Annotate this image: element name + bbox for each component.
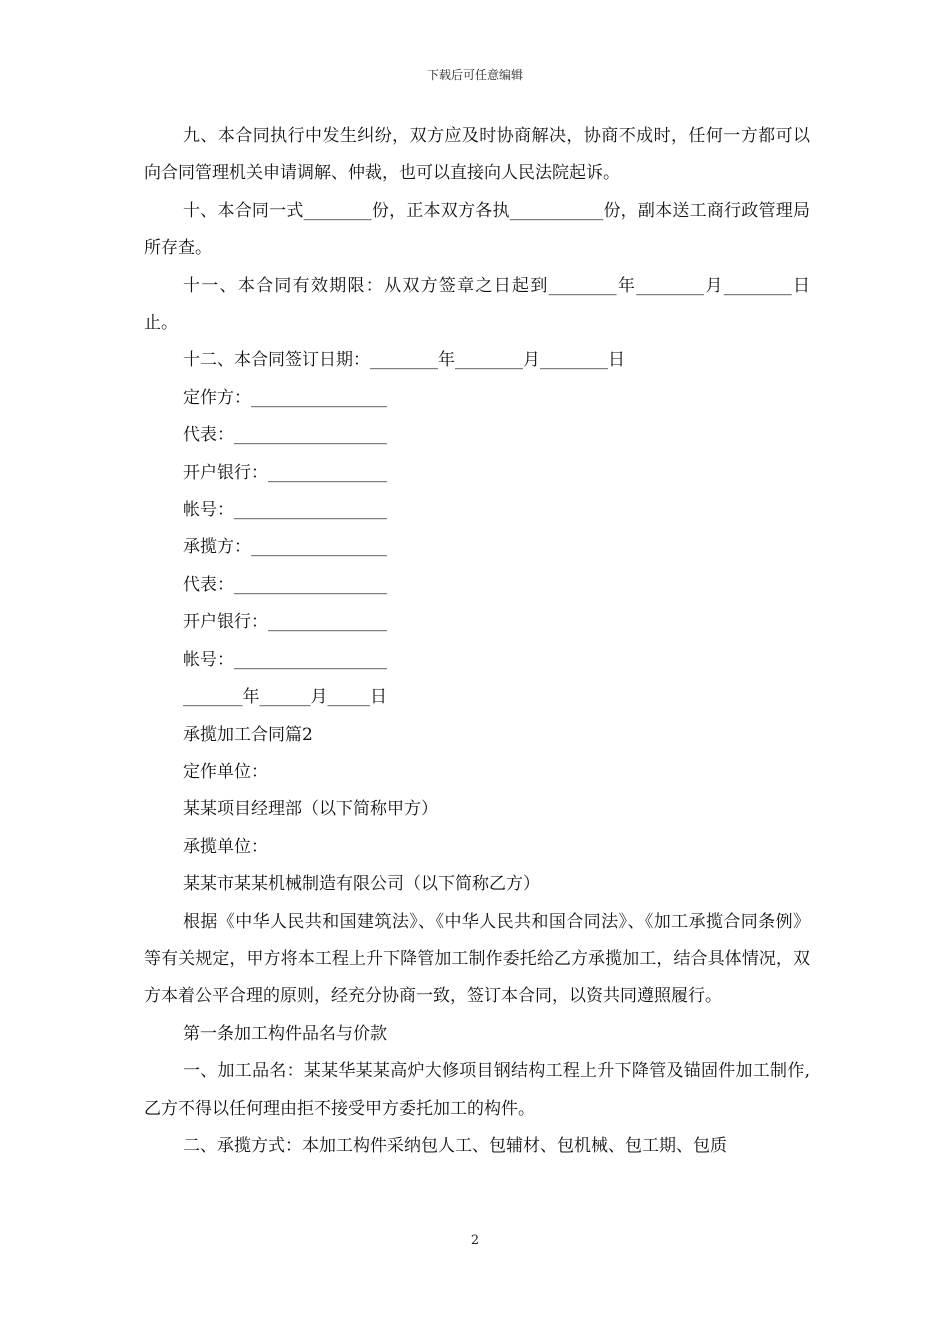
signature-contractor-bank: 开户银行：______________: [183, 612, 387, 633]
orderer-unit-label: 定作单位：: [183, 761, 268, 782]
paragraph-preamble: 根据《中华人民共和国建筑法》、《中华人民共和国合同法》、《加工承揽合同条例》等有关规定，甲方将本工程上升下降管加工制作委托给乙方承揽加工，结合具体情况，双方本着公平合理的原则，经充分协商一致，签订本合同，以资共同遵照履行。: [144, 911, 810, 1007]
document-body: [144, 118, 810, 1165]
signature-contractor-account: 帐号：__________________: [183, 649, 387, 670]
signature-contractor-rep: 代表：__________________: [183, 574, 387, 595]
contractor-unit-name: 某某市某某机械制造有限公司（以下简称乙方）: [183, 874, 540, 895]
page-number: 2: [470, 1233, 480, 1248]
paragraph-clause-11: 十一、本合同有效期限：从双方签章之日起到________年________月________日止。: [144, 275, 810, 334]
signature-contractor: 承揽方：________________: [183, 537, 387, 558]
signature-date: _______年______月_____日: [183, 687, 387, 708]
paragraph-clause-10: 十、本合同一式________份，正本双方各执___________份，副本送工商行政管理局所存查。: [144, 200, 810, 259]
signature-orderer-account: 帐号：__________________: [183, 500, 387, 521]
signature-orderer-bank: 开户银行：______________: [183, 462, 387, 483]
paragraph-item-2: 二、承揽方式：本加工构件采纳包人工、包辅材、包机械、包工期、包质: [183, 1135, 727, 1156]
article-1-heading: 第一条加工构件品名与价款: [183, 1023, 387, 1044]
contractor-unit-label: 承揽单位：: [183, 836, 268, 857]
orderer-unit-name: 某某项目经理部（以下简称甲方）: [183, 799, 438, 820]
paragraph-clause-12: 十二、本合同签订日期：________年________月________日: [183, 350, 625, 371]
section-title: 承揽加工合同篇2: [183, 724, 313, 745]
signature-orderer-rep: 代表：__________________: [183, 425, 387, 446]
signature-orderer: 定作方：________________: [183, 387, 387, 408]
page-header: 下载后可任意编辑: [426, 68, 523, 82]
paragraph-item-1: 一、加工品名：某某华某某高炉大修项目钢结构工程上升下降管及锚固件加工制作,乙方不得以任何理由拒不接受甲方委托加工的构件。: [144, 1061, 810, 1119]
paragraph-clause-9: 九、本合同执行中发生纠纷，双方应及时协商解决，协商不成时，任何一方都可以向合同管理机关申请调解、仲裁，也可以直接向人民法院起诉。: [144, 126, 810, 184]
